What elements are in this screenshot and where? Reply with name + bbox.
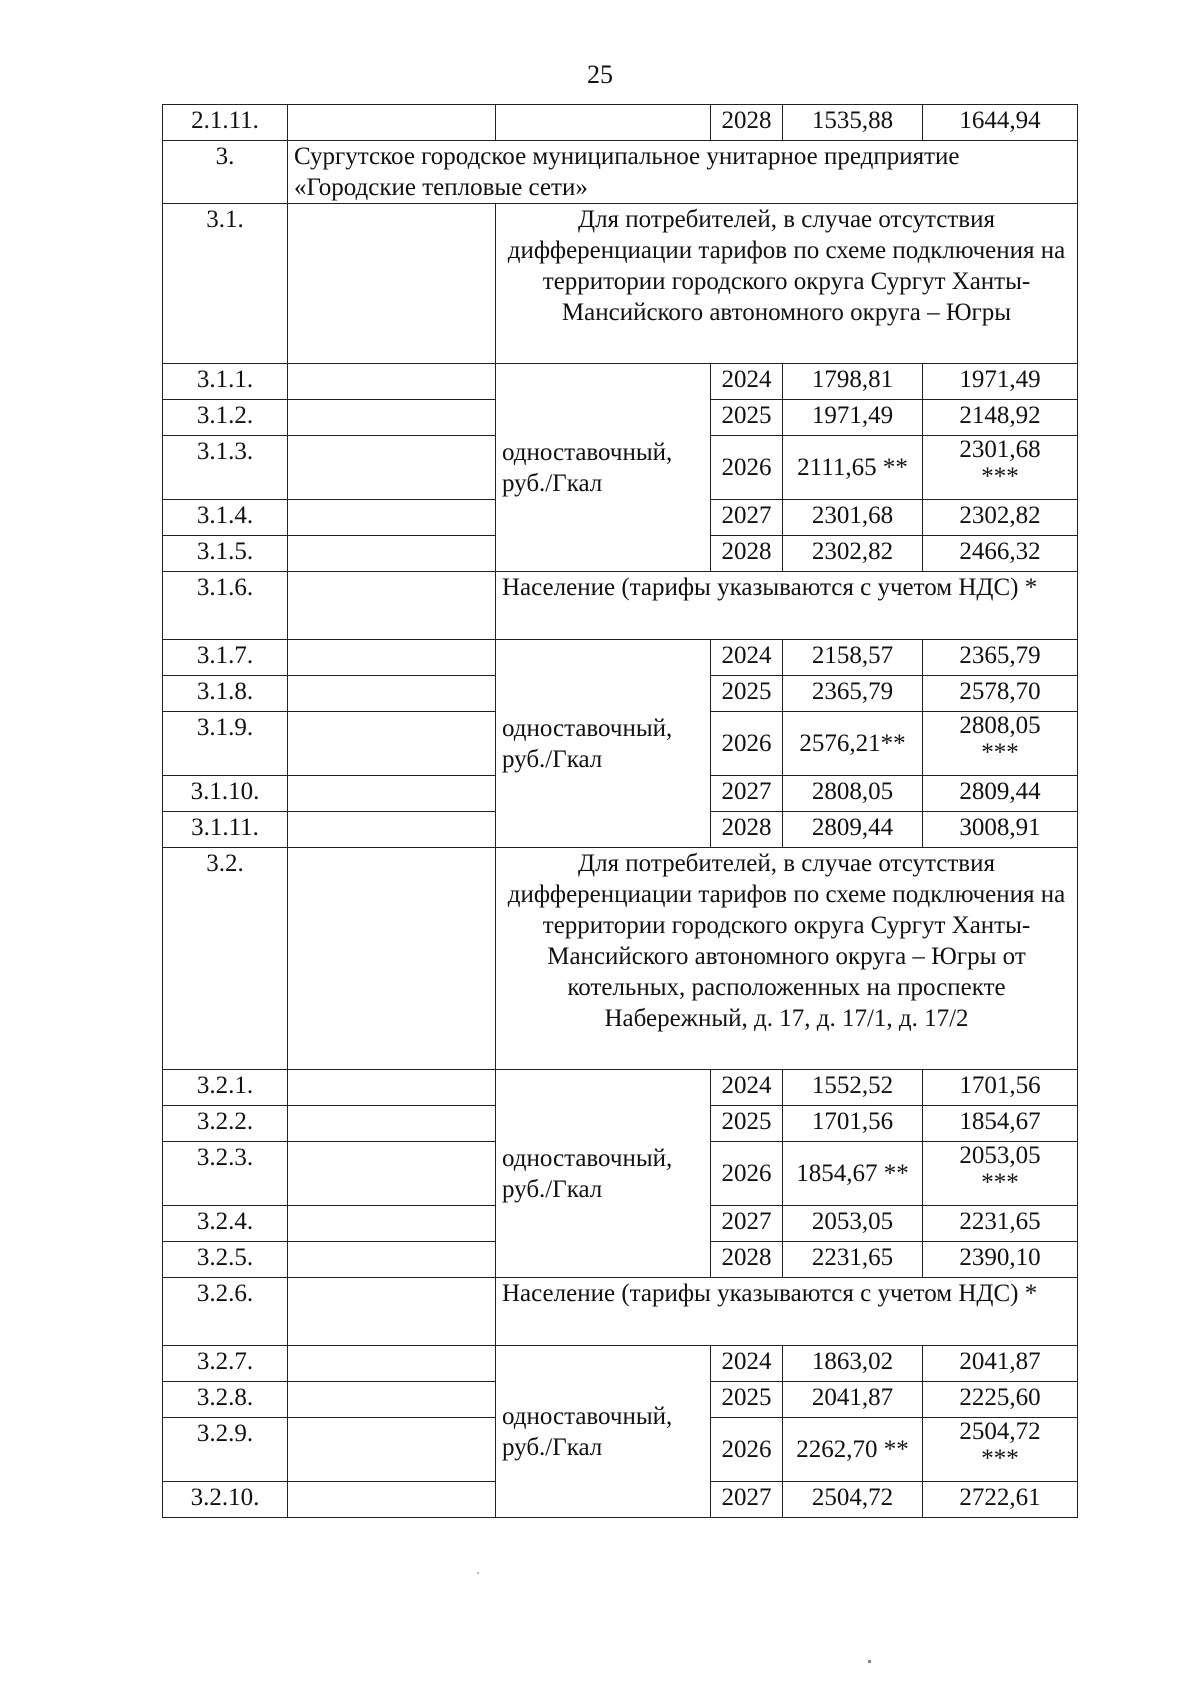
rate-type-label: одноставочный, руб./Гкал: [496, 1070, 711, 1278]
tariff-value: 2808,05: [959, 712, 1041, 739]
empty-cell: [288, 500, 496, 536]
tariff-first-half: 1798,81: [783, 364, 923, 400]
rate-type-label: одноставочный, руб./Гкал: [496, 640, 711, 848]
table-row: [163, 572, 1078, 640]
footnote-mark: ***: [981, 463, 1019, 490]
row-number: 3.1.1.: [163, 364, 288, 400]
year-cell: 2026: [711, 1418, 783, 1482]
tariff-second-half: 1971,49: [923, 364, 1078, 400]
empty-cell: [288, 848, 496, 1070]
empty-cell: [288, 1142, 496, 1206]
empty-cell: [288, 712, 496, 776]
table-row: [163, 640, 1078, 676]
tariff-second-half: [923, 1418, 1078, 1482]
table-row: [163, 848, 1078, 1070]
row-number: 3.2.4.: [163, 1206, 288, 1242]
empty-cell: [288, 812, 496, 848]
tariff-second-half: 1701,56: [923, 1070, 1078, 1106]
tariff-first-half: 1971,49: [783, 400, 923, 436]
year-cell: 2025: [711, 400, 783, 436]
row-number: 3.2.: [163, 848, 288, 1070]
footnote-mark: ***: [981, 1445, 1019, 1472]
footnote-mark: ***: [981, 739, 1019, 766]
population-heading: Население (тарифы указываются с учетом НДС) *: [496, 572, 1078, 640]
year-cell: 2028: [711, 536, 783, 572]
tariff-first-half: 2576,21**: [783, 712, 923, 776]
tariff-value: 2504,72: [959, 1418, 1041, 1445]
year-cell: 2024: [711, 640, 783, 676]
tariff-first-half: 2231,65: [783, 1242, 923, 1278]
row-number: 3.2.1.: [163, 1070, 288, 1106]
page-number: 25: [587, 60, 613, 89]
year-cell: 2026: [711, 712, 783, 776]
population-heading: Население (тарифы указываются с учетом НДС) *: [496, 1278, 1078, 1346]
empty-cell: [288, 1418, 496, 1482]
empty-cell: [288, 1242, 496, 1278]
row-number: 3.2.8.: [163, 1382, 288, 1418]
tariff-second-half: 1644,94: [923, 105, 1078, 141]
tariff-first-half: 2504,72: [783, 1482, 923, 1518]
year-cell: 2024: [711, 1346, 783, 1382]
rate-type-label: одноставочный, руб./Гкал: [496, 1346, 711, 1518]
empty-cell: [288, 105, 496, 141]
tariff-first-half: 2808,05: [783, 776, 923, 812]
tariff-second-half: 2809,44: [923, 776, 1078, 812]
footnote-mark: ***: [981, 1169, 1019, 1196]
tariff-table: [162, 104, 1078, 1518]
empty-cell: [288, 1346, 496, 1382]
tariff-second-half: 1854,67: [923, 1106, 1078, 1142]
row-number: 3.2.6.: [163, 1278, 288, 1346]
tariff-first-half: 2262,70 **: [783, 1418, 923, 1482]
tariff-first-half: 1854,67 **: [783, 1142, 923, 1206]
tariff-first-half: 2053,05: [783, 1206, 923, 1242]
row-number: 3.1.7.: [163, 640, 288, 676]
year-cell: 2024: [711, 1070, 783, 1106]
tariff-first-half: 2301,68: [783, 500, 923, 536]
year-cell: 2025: [711, 676, 783, 712]
year-cell: 2025: [711, 1382, 783, 1418]
tariff-second-half: 2041,87: [923, 1346, 1078, 1382]
empty-cell: [288, 436, 496, 500]
tariff-first-half: 2302,82: [783, 536, 923, 572]
row-number: 3.1.5.: [163, 536, 288, 572]
tariff-first-half: 2041,87: [783, 1382, 923, 1418]
tariff-first-half: 2809,44: [783, 812, 923, 848]
row-number: 3.2.2.: [163, 1106, 288, 1142]
tariff-first-half: 2111,65 **: [783, 436, 923, 500]
rate-type-label: одноставочный, руб./Гкал: [496, 364, 711, 572]
tariff-first-half: 2158,57: [783, 640, 923, 676]
table-row: [163, 1278, 1078, 1346]
tariff-second-half: 2225,60: [923, 1382, 1078, 1418]
table-row: [163, 204, 1078, 364]
year-cell: 2027: [711, 1206, 783, 1242]
row-number: 3.1.6.: [163, 572, 288, 640]
tariff-value: 2053,05: [959, 1142, 1041, 1169]
row-number: 3.2.9.: [163, 1418, 288, 1482]
empty-cell: [288, 1106, 496, 1142]
tariff-first-half: 1535,88: [783, 105, 923, 141]
row-number: 3.1.3.: [163, 436, 288, 500]
empty-cell: [288, 536, 496, 572]
row-number: 3.1.9.: [163, 712, 288, 776]
tariff-second-half: 2722,61: [923, 1482, 1078, 1518]
table-row: [163, 1346, 1078, 1382]
tariff-first-half: 2365,79: [783, 676, 923, 712]
year-cell: 2025: [711, 1106, 783, 1142]
tariff-second-half: [923, 1142, 1078, 1206]
tariff-second-half: [923, 436, 1078, 500]
row-number: 3.1.4.: [163, 500, 288, 536]
empty-cell: [288, 364, 496, 400]
empty-cell: [288, 776, 496, 812]
empty-cell: [288, 1482, 496, 1518]
year-cell: 2028: [711, 812, 783, 848]
empty-cell: [496, 105, 711, 141]
row-number: 3.2.10.: [163, 1482, 288, 1518]
empty-cell: [288, 1278, 496, 1346]
row-number: 3.: [163, 141, 288, 204]
tariff-first-half: 1701,56: [783, 1106, 923, 1142]
year-cell: 2026: [711, 1142, 783, 1206]
empty-cell: [288, 1382, 496, 1418]
row-number: 3.1.11.: [163, 812, 288, 848]
section-heading: Для потребителей, в случае отсутствия дифференциации тарифов по схеме подключения на территории городского округа Сургут Ханты-Мансийского автономного округа – Югры: [496, 204, 1078, 364]
tariff-first-half: 1552,52: [783, 1070, 923, 1106]
organization-name: Сургутское городское муниципальное унитарное предприятие «Городские тепловые сети»: [288, 141, 1078, 204]
tariff-second-half: 2390,10: [923, 1242, 1078, 1278]
empty-cell: [288, 572, 496, 640]
tariff-second-half: 3008,91: [923, 812, 1078, 848]
tariff-second-half: [923, 712, 1078, 776]
year-cell: 2026: [711, 436, 783, 500]
row-number: 3.1.8.: [163, 676, 288, 712]
tariff-second-half: 2466,32: [923, 536, 1078, 572]
row-number: 3.2.5.: [163, 1242, 288, 1278]
tariff-second-half: 2365,79: [923, 640, 1078, 676]
empty-cell: [288, 676, 496, 712]
row-number: 3.2.3.: [163, 1142, 288, 1206]
empty-cell: [288, 400, 496, 436]
year-cell: 2027: [711, 776, 783, 812]
empty-cell: [288, 640, 496, 676]
table-row: [163, 105, 1078, 141]
year-cell: 2027: [711, 1482, 783, 1518]
empty-cell: [288, 1206, 496, 1242]
row-number: 3.1.10.: [163, 776, 288, 812]
tariff-first-half: 1863,02: [783, 1346, 923, 1382]
row-number: 3.1.2.: [163, 400, 288, 436]
tariff-second-half: 2302,82: [923, 500, 1078, 536]
row-number: 2.1.11.: [163, 105, 288, 141]
year-cell: 2024: [711, 364, 783, 400]
empty-cell: [288, 1070, 496, 1106]
year-cell: 2027: [711, 500, 783, 536]
table-row: [163, 1070, 1078, 1106]
empty-cell: [288, 204, 496, 364]
tariff-value: 2301,68: [959, 436, 1041, 463]
tariff-second-half: 2231,65: [923, 1206, 1078, 1242]
year-cell: 2028: [711, 105, 783, 141]
table-row: [163, 364, 1078, 400]
tariff-second-half: 2578,70: [923, 676, 1078, 712]
section-heading: Для потребителей, в случае отсутствия дифференциации тарифов по схеме подключения на территории городского округа Сургут Ханты-Мансийского автономного округа – Югры от котельных, расположенных на проспекте Набережный, д. 17, д. 17/1, д. 17/2: [496, 848, 1078, 1070]
row-number: 3.1.: [163, 204, 288, 364]
scan-speck: [477, 1572, 479, 1574]
tariff-second-half: 2148,92: [923, 400, 1078, 436]
year-cell: 2028: [711, 1242, 783, 1278]
table-row: [163, 141, 1078, 204]
row-number: 3.2.7.: [163, 1346, 288, 1382]
scan-speck: [868, 1660, 871, 1663]
